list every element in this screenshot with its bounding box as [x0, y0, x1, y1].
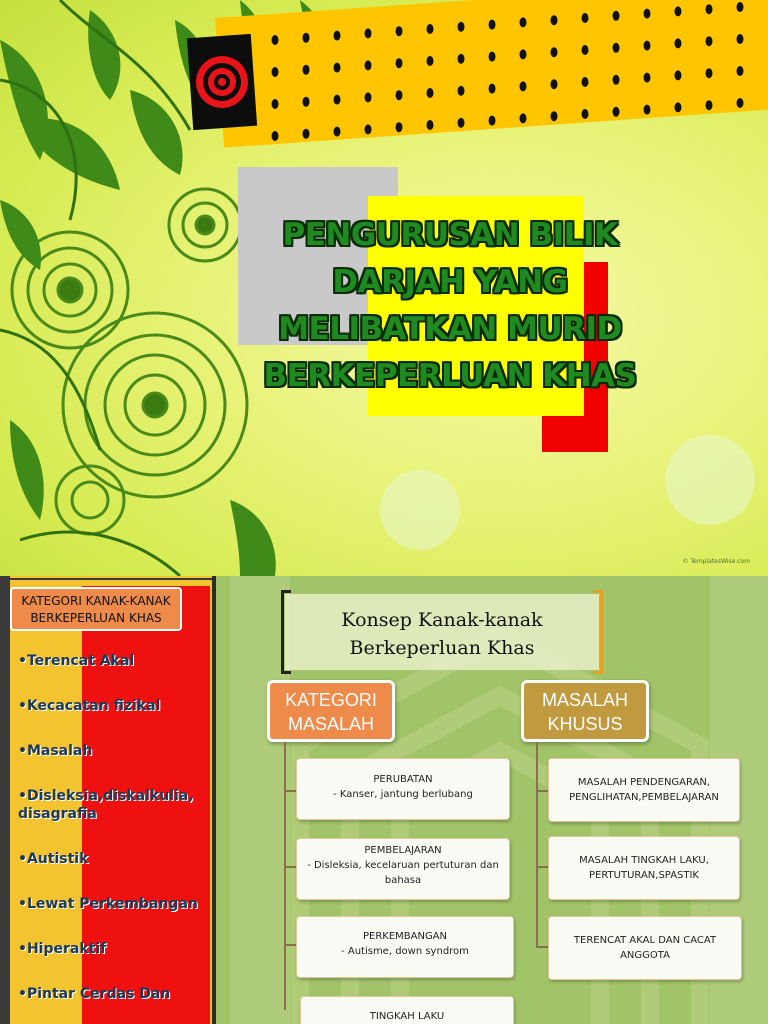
tree-branch: [284, 790, 296, 792]
banner-dot: [427, 120, 434, 130]
item-title: TERENCAT AKAL DAN CACAT ANGGOTA: [573, 935, 717, 961]
header-kategori-masalah: KATEGORI MASALAH: [267, 680, 395, 742]
banner-dot: [644, 73, 651, 83]
item-terencat-akal: [548, 916, 742, 980]
banner-dot: [365, 28, 372, 38]
header-masalah-khusus: MASALAH KHUSUS: [521, 680, 649, 742]
item-subtitle: - Kanser, jantung berlubang: [333, 789, 473, 800]
tree-connector-right: [536, 742, 538, 948]
banner-dot: [675, 6, 682, 16]
banner-dot: [303, 97, 310, 107]
banner-dot: [644, 105, 651, 115]
banner-dot: [520, 113, 527, 123]
banner-dot: [520, 17, 527, 27]
banner-dot: [427, 24, 434, 34]
banner-dot: [334, 63, 341, 73]
banner-dot: [706, 100, 713, 110]
list-item: •Lewat Perkembangan: [18, 896, 198, 912]
banner-dot: [272, 35, 279, 45]
slide-title: PENGURUSAN BILIK DARJAH YANG MELIBATKAN MURID BERKEPERLUAN KHAS: [263, 217, 637, 394]
banner-dot: [396, 90, 403, 100]
banner-dot: [644, 41, 651, 51]
item-masalah-tingkah-laku: [548, 836, 740, 900]
banner-dot: [737, 66, 744, 76]
banner-dot: [551, 47, 558, 57]
banner-dot: [737, 34, 744, 44]
banner-dot: [551, 15, 558, 25]
banner-dot: [427, 88, 434, 98]
banner-dot: [551, 79, 558, 89]
banner-dot: [272, 131, 279, 141]
list-item: •Pintar Cerdas Dan: [18, 986, 171, 1002]
banner-dot: [458, 86, 465, 96]
banner-dot: [489, 20, 496, 30]
banner-dot: [582, 13, 589, 23]
panel-left-bar: [0, 576, 10, 1024]
banner-dot: [737, 98, 744, 108]
category-list: [18, 652, 214, 1003]
banner-dot: [675, 102, 682, 112]
banner-dot: [675, 38, 682, 48]
banner-dot: [613, 75, 620, 85]
item-pembelajaran: [296, 838, 510, 900]
list-item: •Masalah: [18, 743, 93, 759]
banner-dot: [458, 22, 465, 32]
banner-dot: [520, 49, 527, 59]
banner-dot: [706, 36, 713, 46]
tree-branch: [284, 944, 296, 946]
list-item: •Hiperaktif: [18, 941, 107, 957]
category-label: KATEGORI KANAK-KANAK BERKEPERLUAN KHAS: [10, 587, 182, 631]
item-subtitle: - Autisme, down syndrom: [341, 946, 469, 957]
banner-dot: [489, 116, 496, 126]
item-title: TINGKAH LAKU: [369, 1011, 445, 1022]
banner-dot: [489, 84, 496, 94]
item-title: PERUBATAN: [373, 774, 433, 785]
item-subtitle: - Disleksia, kecelaruan pertuturan dan bahasa: [307, 860, 499, 886]
banner-dot: [613, 107, 620, 117]
banner-dot: [272, 99, 279, 109]
item-perkembangan: [296, 916, 514, 978]
banner-dot: [706, 4, 713, 14]
item-title: MASALAH PENDENGARAN, PENGLIHATAN,PEMBELAJARAN: [569, 777, 719, 803]
banner-dot: [365, 124, 372, 134]
banner-dot: [706, 68, 713, 78]
tree-connector-left: [284, 742, 286, 1010]
list-item: •Kecacatan fizikal: [18, 698, 161, 714]
banner-dot: [396, 58, 403, 68]
list-item: •Autistik: [18, 851, 89, 867]
banner-dot: [334, 31, 341, 41]
banner-dot: [458, 54, 465, 64]
banner-dot: [582, 109, 589, 119]
concept-title: Konsep Kanak-kanak Berkeperluan Khas: [341, 609, 543, 659]
concept-title-box: [285, 594, 599, 670]
category-side-panel: [0, 576, 216, 1024]
banner-dot: [365, 60, 372, 70]
banner-dot: [613, 11, 620, 21]
tree-branch: [536, 790, 548, 792]
item-tingkah-laku: [300, 996, 514, 1024]
target-icon: [192, 52, 252, 112]
banner-dot: [334, 127, 341, 137]
tree-branch: [284, 866, 296, 868]
banner-dot: [365, 92, 372, 102]
banner-dot: [582, 45, 589, 55]
banner-dot: [396, 26, 403, 36]
list-item: •Terencat Akal: [18, 653, 135, 669]
banner-dot: [396, 122, 403, 132]
tree-branch: [536, 946, 548, 948]
banner-dot: [520, 81, 527, 91]
banner-dot: [737, 2, 744, 12]
banner-dot: [458, 118, 465, 128]
item-title: PEMBELAJARAN: [364, 845, 442, 856]
item-perubatan: [296, 758, 510, 820]
item-masalah-pendengaran: [548, 758, 740, 822]
template-credit: © TemplatesWise.com: [682, 558, 750, 565]
banner-dot: [303, 65, 310, 75]
target-box: [187, 34, 257, 130]
banner-dot: [303, 33, 310, 43]
banner-dot: [303, 129, 310, 139]
concept-slide: [0, 576, 768, 1024]
banner-dot: [334, 95, 341, 105]
banner-dot: [489, 52, 496, 62]
tree-branch: [536, 866, 548, 868]
banner-dot: [551, 111, 558, 121]
item-title: MASALAH TINGKAH LAKU, PERTUTURAN,SPASTIK: [579, 855, 709, 881]
banner-dot: [613, 43, 620, 53]
banner-dot: [582, 77, 589, 87]
banner-dot: [644, 9, 651, 19]
banner-dot: [427, 56, 434, 66]
banner-dot: [675, 70, 682, 80]
panel-top-line: [10, 578, 212, 580]
banner-dot: [272, 67, 279, 77]
list-item: •Disleksia,diskalkulia, disagrafia: [18, 788, 194, 822]
item-title: PERKEMBANGAN: [362, 931, 448, 942]
